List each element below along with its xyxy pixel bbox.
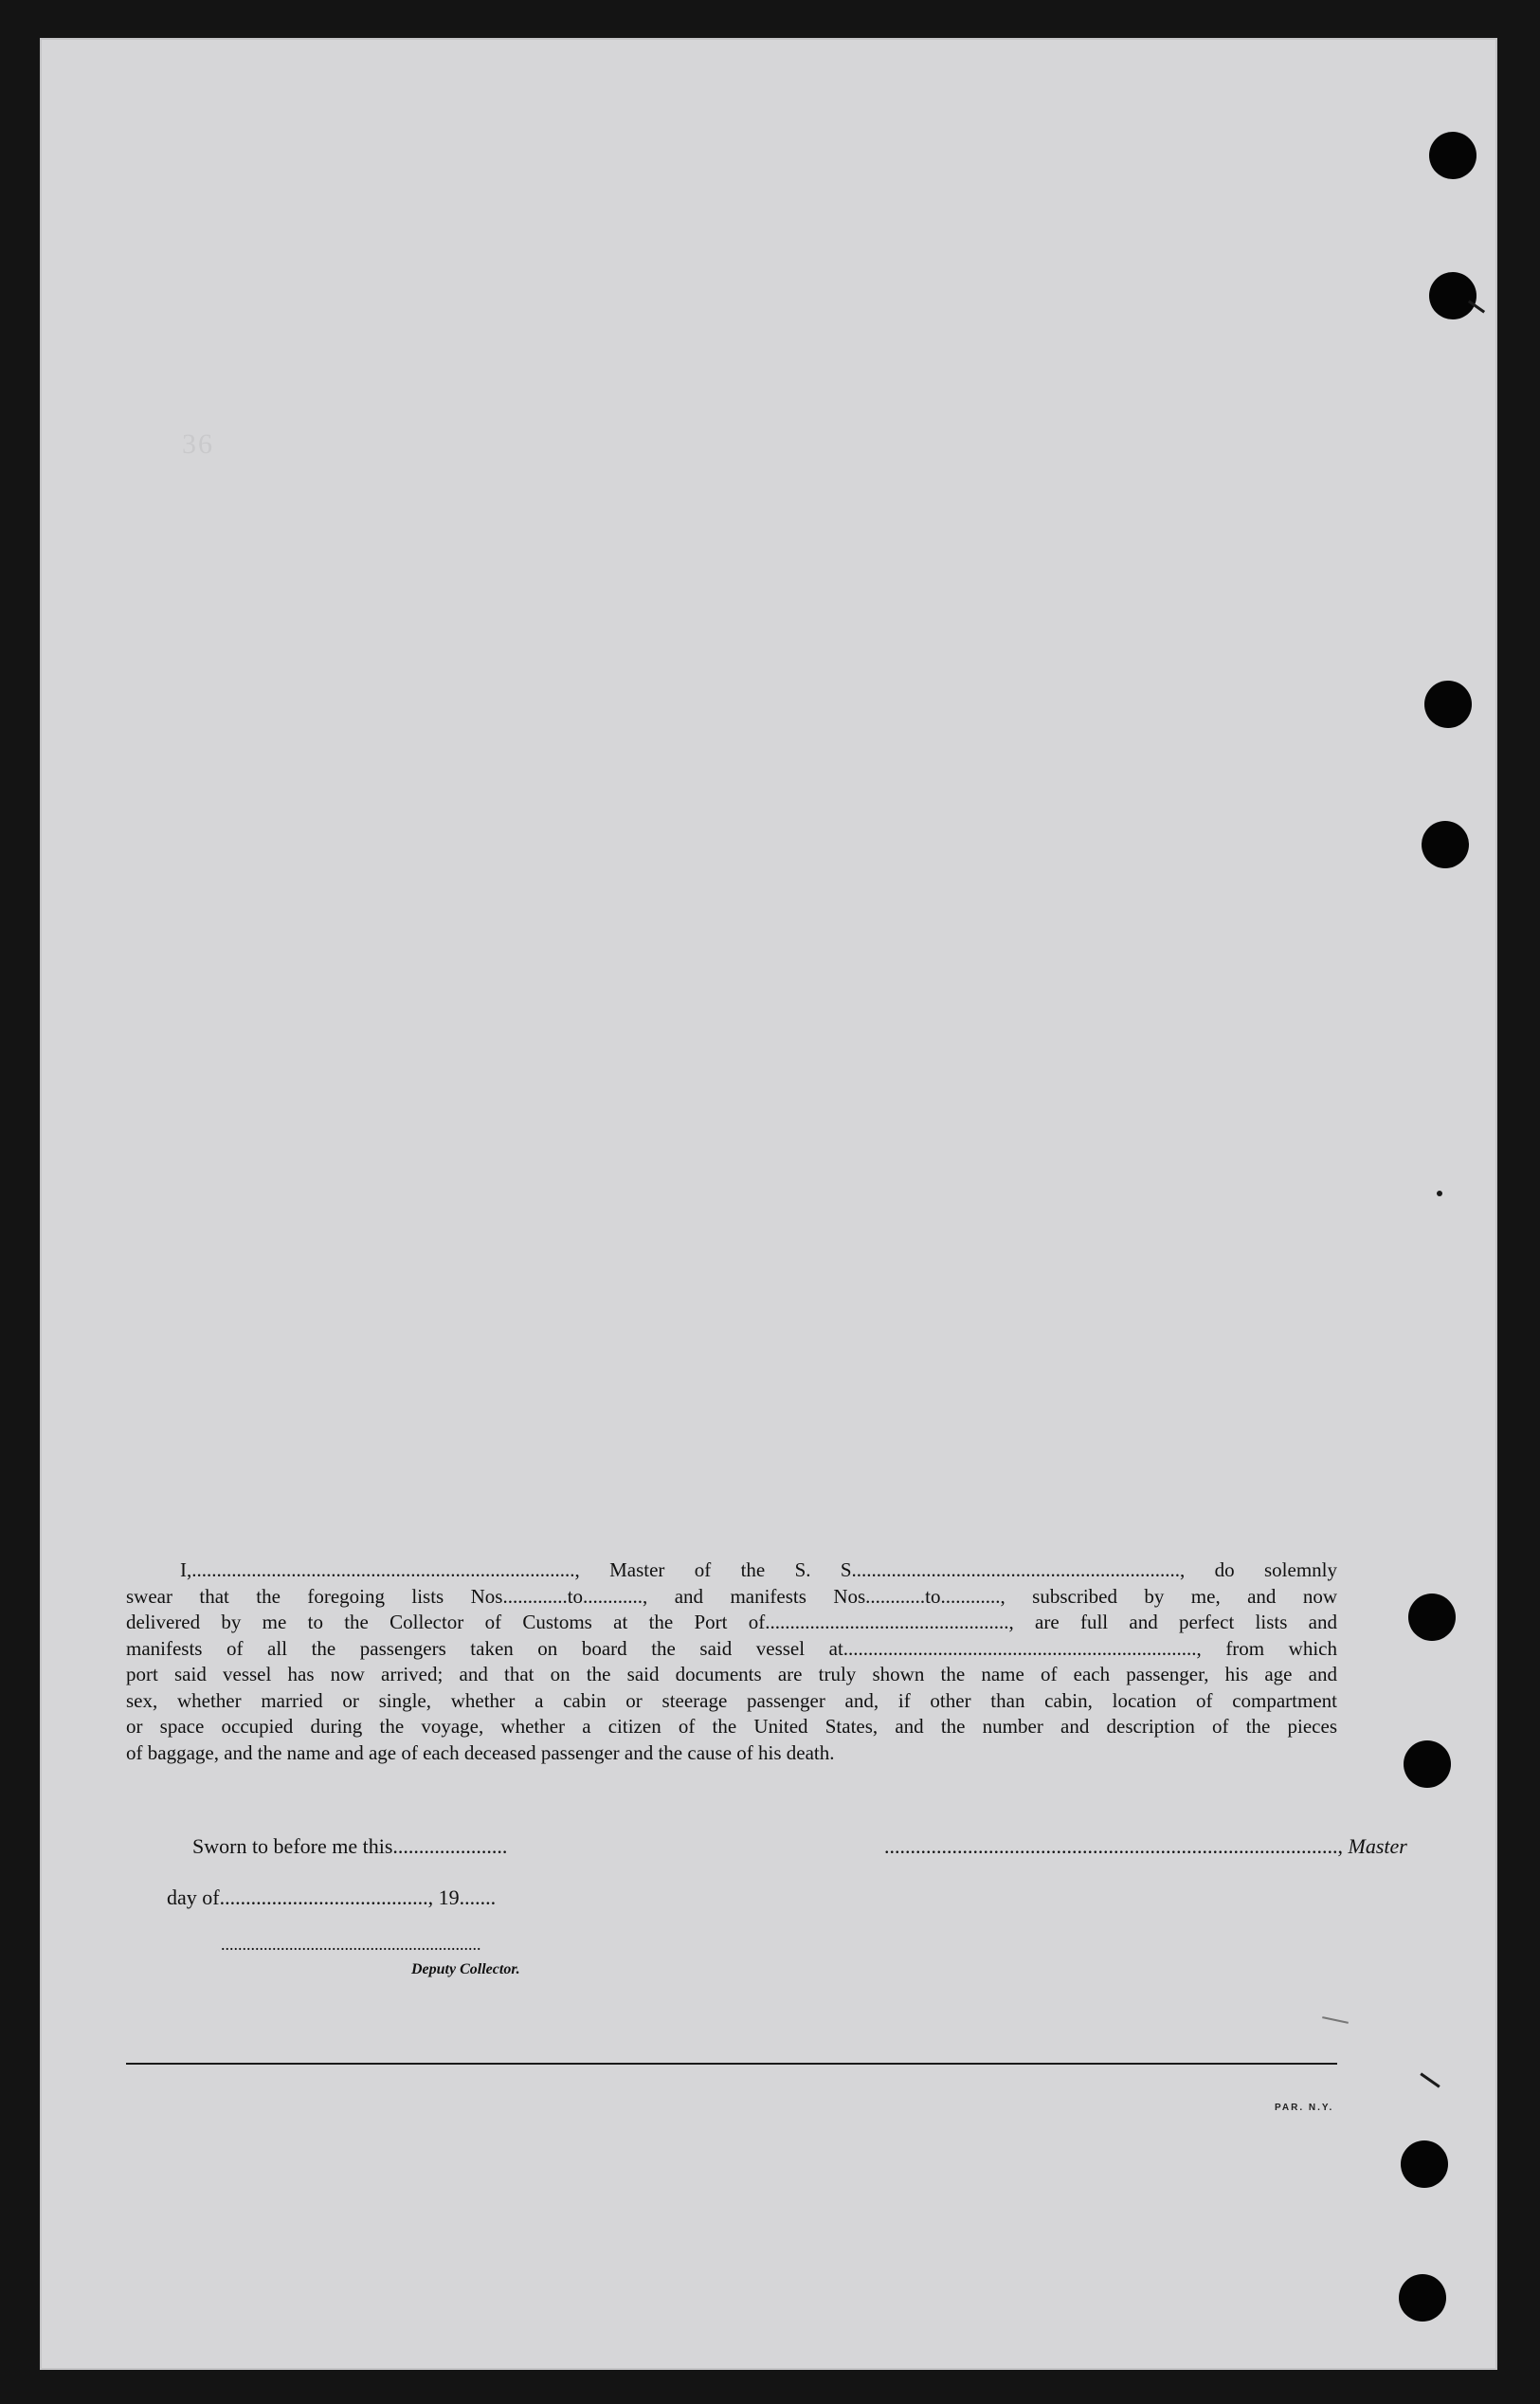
masters-oath-paragraph (126, 1557, 1337, 1766)
oath-line: delivered by me to the Collector of Customs at the Port of................................................., are full and perfect lists and (126, 1611, 1337, 1633)
oath-line: of baggage, and the name and age of each deceased passenger and the cause of his death. (126, 1740, 835, 1764)
oath-line: swear that the foregoing lists Nos.............to............, and manifests Nos............to............, subscribed by me, and now (126, 1584, 1337, 1608)
punch-hole-2 (1429, 272, 1477, 319)
faint-page-mark: 36 (182, 428, 214, 460)
day-of-text: day of........................................, 19....... (167, 1885, 497, 1909)
oath-line: port said vessel has now arrived; and that on the said documents are truly shown the name of each passenger, his age and (126, 1663, 1337, 1685)
dust-speck (1437, 1191, 1442, 1196)
printer-imprint: PAR. N.Y. (1275, 2103, 1334, 2113)
deputy-collector-label: Deputy Collector. (411, 1961, 520, 1977)
oath-line: I,............................................................................., Master of the S. S.................................................................., do solemnly (180, 1558, 1337, 1581)
master-signature-block (884, 1834, 1407, 1859)
punch-hole-3 (1424, 681, 1472, 728)
sworn-before-text: Sworn to before me this...................... (192, 1834, 508, 1858)
oath-line: manifests of all the passengers taken on board the said vessel at......................................................................., from which (126, 1636, 1337, 1660)
punch-hole-8 (1399, 2274, 1446, 2322)
manifest-back-page (40, 38, 1497, 2370)
oath-line: sex, whether married or single, whether a cabin or steerage passenger and, if other than cabin, location of compartment (126, 1688, 1337, 1712)
horizontal-rule (126, 2063, 1337, 2065)
punch-hole-4 (1422, 821, 1469, 868)
deputy-signature-line: ............................................................. (221, 1935, 481, 1954)
punch-hole-5 (1408, 1594, 1456, 1641)
punch-hole-1 (1429, 132, 1477, 179)
punch-hole-7 (1401, 2140, 1448, 2188)
master-label: Master (1348, 1834, 1407, 1858)
oath-line: or space occupied during the voyage, whether a citizen of the United States, and the number and description of the pieces (126, 1715, 1337, 1738)
master-signature-line: ......................................................................................., (884, 1834, 1349, 1858)
punch-hole-6 (1404, 1740, 1451, 1788)
